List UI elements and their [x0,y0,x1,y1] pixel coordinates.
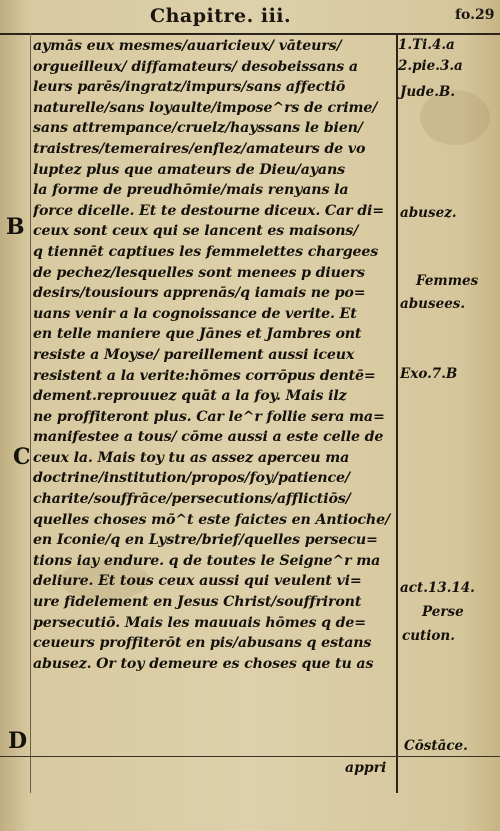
text-line: abusez. Or toy demeure es choses que tu as [33,655,374,672]
margin-note: Perse [422,604,464,620]
text-line: q tiennēt captiues les femmelettes chargees [33,243,379,260]
text-line: naturelle/sans loyaulte/impose^rs de crime/ [33,99,378,116]
text-line: traistres/temeraires/enflez/amateurs de vo [33,140,366,157]
margin-note: 1.Ti.4.a [398,37,455,53]
text-line: luptez plus que amateurs de Dieu/ayans [33,161,345,178]
text-line: uans venir a la cognoissance de verite. Et [33,305,357,322]
margin-letter-d: D [8,728,28,754]
text-line: resistent a la verite:hōmes corrōpus dentē= [33,367,376,384]
margin-letter-b: B [6,214,25,240]
text-line: ne proffiteront plus. Car le^r follie sera ma= [33,408,385,425]
text-line: persecutiō. Mais les mauuais hōmes q de= [33,614,367,631]
text-line: tions iay endure. q de toutes le Seigne^r ma [33,552,381,569]
text-line: quelles choses mō^t este faictes en Antioche/ [33,511,390,528]
text-line: deliure. Et tous ceux aussi qui veulent vi= [33,573,362,590]
margin-note: Cōstāce. [404,738,468,754]
text-line: sans attrempance/cruelz/hayssans le bien/ [33,120,363,137]
margin-note: Femmes [416,273,479,289]
margin-note: abusez. [400,205,457,221]
text-line: charite/souffrāce/persecutions/afflictiōs/ [33,491,351,508]
margin-note: act.13.14. [400,580,475,596]
text-line: force dicelle. Et te destourne diceux. Car di= [33,202,384,219]
text-line: ceueurs proffiterōt en pis/abusans q estans [33,635,372,652]
chapter-title: Chapitre. iii. [150,5,292,27]
text-line: dement.reprouuez quāt a la foy. Mais ilz [33,388,347,405]
margin-letter-c: C [13,444,31,470]
margin-note: cution. [402,628,455,644]
text-line: resiste a Moyse/ pareillement aussi iceux [33,346,355,363]
margin-note: Exo.7.B [400,366,458,382]
text-line: manifestee a tous/ cōme aussi a este celle de [33,429,384,446]
text-line: aymās eux mesmes/auaricieux/ vāteurs/ [33,38,342,54]
margin-note: 2.pie.3.a [398,58,463,74]
left-column-rule [30,33,31,793]
text-line: en telle maniere que Jānes et Jambres ont [33,326,362,343]
text-line: ceux la. Mais toy tu as assez aperceu ma [33,449,350,466]
text-line: doctrine/institution/propos/foy/patience/ [33,470,350,487]
catchword: appri [345,760,387,776]
text-line: ure fidelement en Jesus Christ/souffriront [33,594,362,611]
text-line: desirs/tousiours apprenās/q iamais ne po= [33,285,366,302]
right-margin-notes [398,0,500,831]
text-line: orgueilleux/ diffamateurs/ desobeissans a [33,58,358,75]
text-line: de pechez/lesquelles sont menees p diuers [33,264,365,281]
folio-number: fo.29 [455,7,495,23]
main-text [33,36,396,674]
text-line: leurs parēs/ingratz/impurs/sans affectiō [33,79,346,96]
text-line: ceux sont ceux qui se lancent es maisons/ [33,223,359,240]
margin-note: Jude.B. [400,84,456,100]
text-line: en Iconie/q en Lystre/brief/quelles persecu= [33,532,378,549]
text-line: la forme de preudhōmie/mais renyans la [33,182,349,199]
margin-note: abusees. [400,296,466,312]
